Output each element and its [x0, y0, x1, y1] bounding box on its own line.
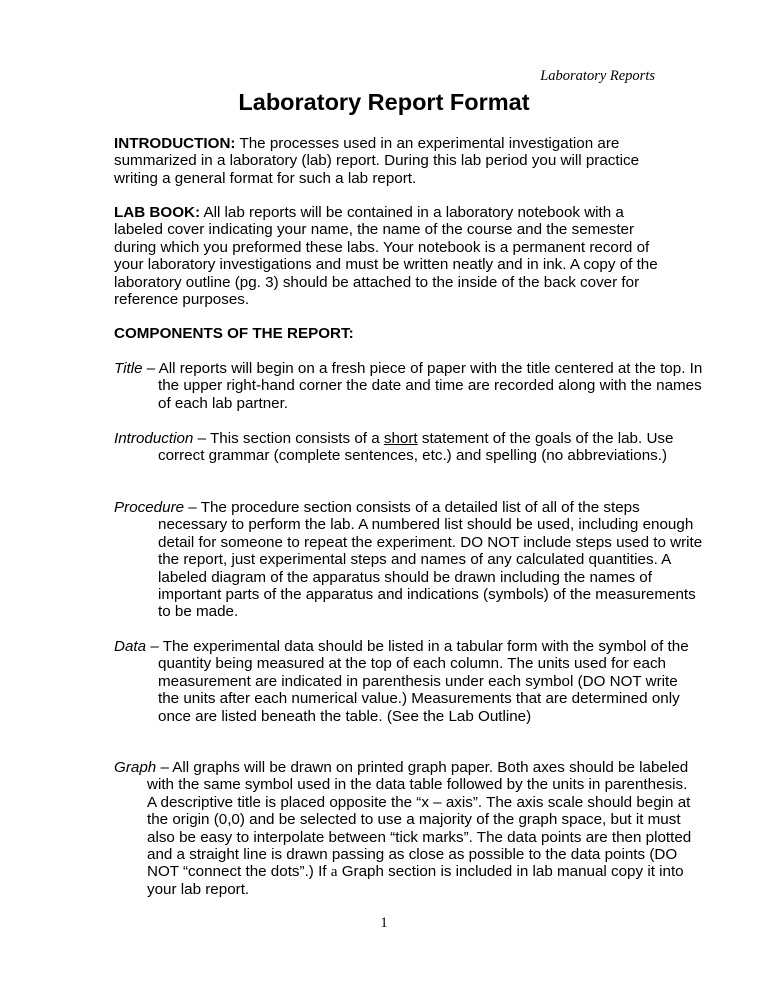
component-procedure-term: Procedure — [114, 499, 185, 516]
running-header: Laboratory Reports — [540, 68, 655, 84]
component-procedure — [114, 499, 703, 621]
component-introduction-text-after: statement of the goals of the lab. Use correct grammar (complete sentences, etc.) and spelling (no abbreviations.) — [158, 430, 674, 465]
component-graph-serif-a: a — [330, 863, 338, 881]
component-graph-term: Graph — [114, 759, 157, 776]
component-data — [114, 638, 703, 725]
lab-book-label: LAB BOOK: — [114, 204, 201, 221]
component-data-term: Data — [114, 638, 147, 655]
component-title-term: Title — [114, 360, 143, 377]
components-heading: COMPONENTS OF THE REPORT: — [114, 325, 354, 342]
introduction-paragraph — [114, 135, 659, 187]
page-number: 1 — [380, 915, 388, 931]
component-graph-text-before: – All graphs will be drawn on printed graph paper. Both axes should be labeled with the same symbol used in the data table followed by the units in parenthesis. A descriptive title is placed opposite the “x – axis”. The axis scale should begin at the origin (0,0) and be selected to use a majority of the graph space, but it must also be easy to interpolate between “tick marks”. The data points are then plotted and a straight line is drawn passing as close as possible to the data points (DO NOT “connect the dots”.) If — [147, 759, 692, 881]
component-title — [114, 360, 703, 412]
component-introduction-underlined: short — [383, 430, 418, 447]
lab-book-text: All lab reports will be contained in a laboratory notebook with a labeled cover indicating your name, the name of the course and the semester during which you preformed these labs. Your notebook is a permanent record of your laboratory investigations and must be written neatly and in ink. A copy of the laboratory outline (pg. 3) should be attached to the inside of the back cover for reference purposes. — [114, 204, 658, 309]
component-introduction-term: Introduction — [114, 430, 194, 447]
introduction-label: INTRODUCTION: — [114, 135, 236, 152]
component-title-text: – All reports will begin on a fresh piece of paper with the title centered at the top. In the upper right-hand corner the date and time are recorded along with the names of each lab partner. — [142, 360, 703, 412]
introduction-text: The processes used in an experimental investigation are summarized in a laboratory (lab) report. During this lab period you will practice writing a general format for such a lab report. — [114, 135, 640, 187]
component-introduction — [114, 430, 703, 465]
component-graph-text-after: Graph section is included in lab manual copy it into your lab report. — [147, 863, 684, 898]
component-graph — [114, 759, 692, 898]
component-procedure-text: – The procedure section consists of a detailed list of all of the steps necessary to perform the lab. A numbered list should be used, including enough detail for someone to repeat the experiment. DO NOT include steps used to write the report, just experimental steps and names of any calculated quantities. A labeled diagram of the apparatus should be drawn including the names of important parts of the apparatus and indications (symbols) of the measurements to be made. — [158, 499, 703, 621]
lab-book-paragraph — [114, 204, 659, 308]
component-introduction-text-before: – This section consists of a — [193, 430, 384, 447]
page-title: Laboratory Report Format — [238, 89, 530, 115]
component-data-text: – The experimental data should be listed in a tabular form with the symbol of the quantity being measured at the top of each column. The units used for each measurement are indicated in parenthesis under each symbol (DO NOT write the units after each numerical value.) Measurements that are determined only once are listed beneath the table. (See the Lab Outline) — [146, 638, 689, 725]
